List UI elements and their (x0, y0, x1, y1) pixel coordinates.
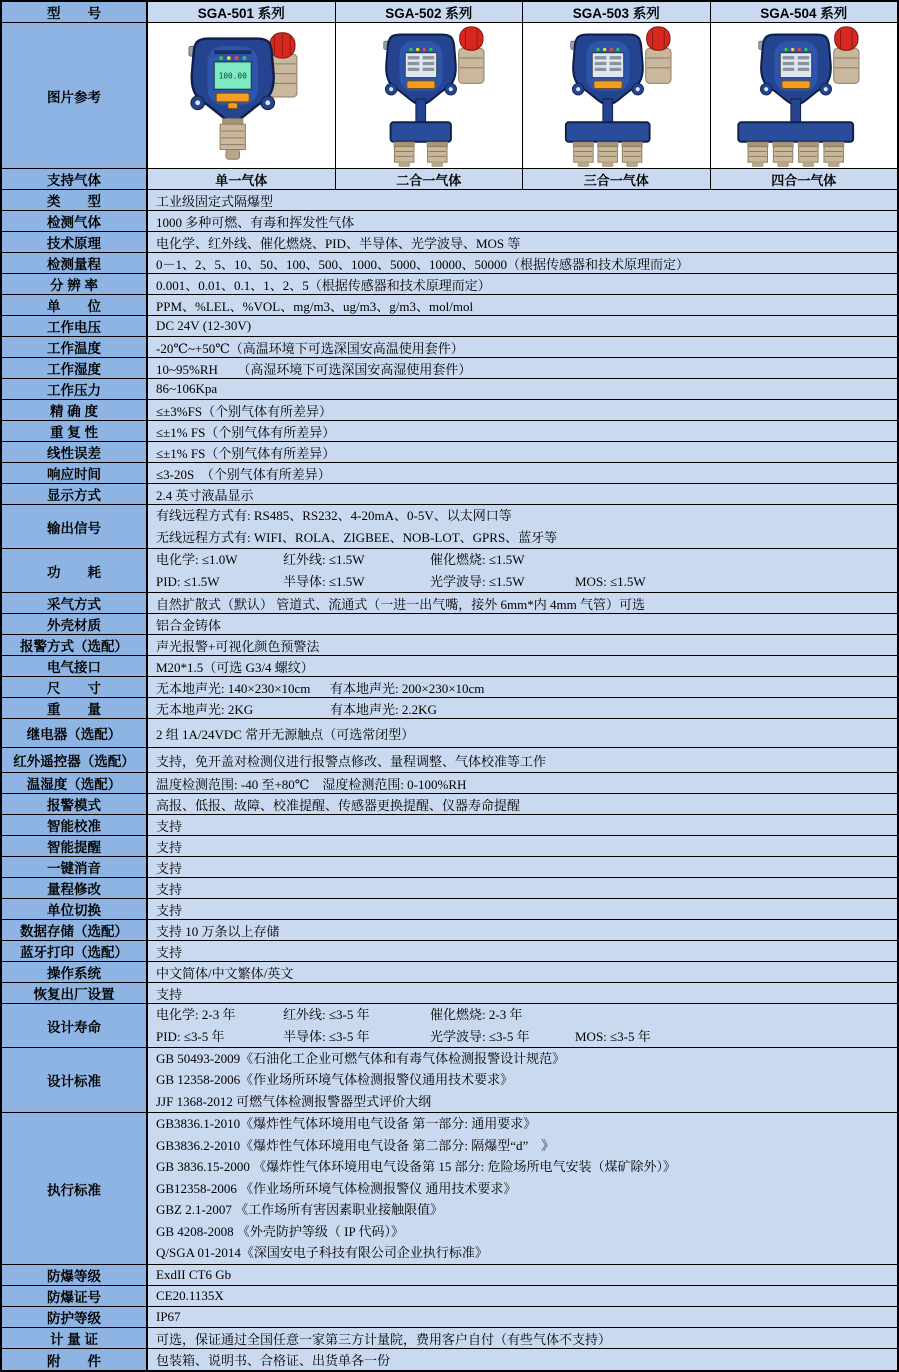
spec-row (2, 677, 897, 698)
spec-value-text: 支持 (156, 881, 183, 897)
spec-row (2, 719, 897, 748)
spec-value-text: ≤±3%FS（个别气体有所差异） (156, 403, 333, 419)
device-body (383, 34, 456, 104)
spec-value-segment: 光学波导: ≤1.5W (430, 573, 525, 589)
spec-value-line (148, 1026, 897, 1048)
alarm-beacon-icon (647, 26, 670, 49)
spec-value-line (148, 1004, 897, 1026)
spec-row-value (148, 1286, 897, 1306)
spec-row (2, 836, 897, 857)
spec-row-value (148, 1328, 897, 1348)
model-name-sga-502: SGA-502 系列 (336, 2, 524, 22)
spec-row (2, 698, 897, 719)
spec-row-value (148, 316, 897, 336)
spec-value-segment: 电化学: ≤1.0W (156, 552, 238, 567)
model-header-label: 型 号 (2, 2, 148, 22)
spec-value-text: CE20.1135X (156, 1288, 224, 1303)
spec-row (2, 748, 897, 773)
spec-row-label: 红外遥控器（选配） (2, 748, 148, 772)
spec-value-text: ExdII CT6 Gb (156, 1267, 232, 1282)
device-image-cell-2 (336, 23, 524, 168)
sensor-manifold (390, 122, 450, 141)
spec-value-line: GB 50493-2009《石油化工企业可燃气体和有毒气体检测报警设计规范》 (156, 1050, 566, 1066)
spec-row (2, 899, 897, 920)
spec-row-value (148, 484, 897, 504)
spec-value-segment: 电化学: 2-3 年 (156, 1007, 236, 1022)
image-row-cells (148, 23, 897, 168)
spec-row-label: 防爆等级 (2, 1265, 148, 1285)
spec-row-label: 操作系统 (2, 962, 148, 982)
device-image-sga-503 (525, 24, 707, 168)
product-image-row (2, 23, 897, 169)
spec-row-label: 一键消音 (2, 857, 148, 877)
spec-row (2, 232, 897, 253)
spec-row (2, 463, 897, 484)
spec-row-value (148, 941, 897, 961)
device-image-sga-504 (713, 24, 895, 168)
spec-row-label: 报警模式 (2, 794, 148, 814)
spec-row (2, 549, 897, 593)
model-header-cells (148, 2, 897, 22)
spec-row-value (148, 920, 897, 940)
spec-row-value (148, 211, 897, 231)
spec-row-value (148, 421, 897, 441)
spec-row-label: 响应时间 (2, 463, 148, 483)
spec-row-value (148, 1349, 897, 1370)
spec-value-text: 1000 多种可燃、有毒和挥发性气体 (156, 214, 355, 230)
spec-row-value (148, 878, 897, 898)
spec-row-label: 蓝牙打印（选配） (2, 941, 148, 961)
spec-row-value (148, 899, 897, 919)
spec-value-segment: PID: ≤3-5 年 (156, 1028, 225, 1044)
spec-value-line (148, 678, 897, 697)
spec-row-label: 显示方式 (2, 484, 148, 504)
spec-row-label: 单位切换 (2, 899, 148, 919)
spec-row-value (148, 794, 897, 814)
spec-row (2, 1349, 897, 1370)
spec-value-text: ≤3-20S （个别气体有所差异） (156, 466, 331, 482)
spec-row-value (148, 857, 897, 877)
spec-value-line: GB12358-2006 《作业场所环境气体检测报警仪 通用技术要求》 (156, 1180, 517, 1196)
device-image-cell-1 (148, 23, 336, 168)
spec-row-value (148, 656, 897, 676)
image-row-label: 图片参考 (2, 23, 148, 168)
spec-value-line (148, 549, 897, 571)
spec-row-label: 检测量程 (2, 253, 148, 273)
spec-row (2, 878, 897, 899)
spec-row-value (148, 400, 897, 420)
spec-value-segment: 红外线: ≤1.5W (283, 552, 365, 567)
spec-row (2, 253, 897, 274)
spec-value-line (148, 699, 897, 718)
spec-row-value (148, 614, 897, 634)
spec-row (2, 1265, 897, 1286)
spec-row (2, 295, 897, 316)
spec-value-line: Q/SGA 01-2014《深国安电子科技有限公司企业执行标准》 (156, 1245, 488, 1261)
spec-value-text: 2.4 英寸液晶显示 (156, 487, 254, 503)
spec-row-value (148, 232, 897, 252)
spec-row-label: 线性误差 (2, 442, 148, 462)
spec-row (2, 1286, 897, 1307)
spec-row (2, 941, 897, 962)
spec-row-value (148, 677, 897, 697)
spec-row (2, 1328, 897, 1349)
spec-row-label: 工作湿度 (2, 358, 148, 378)
gas-type-3: 三合一气体 (523, 169, 711, 189)
spec-row-label: 附 件 (2, 1349, 148, 1370)
spec-value-text: 中文简体/中文繁体/英文 (156, 965, 294, 981)
spec-value-text: M20*1.5（可选 G3/4 螺纹） (156, 659, 314, 675)
spec-value-text: 支持 (156, 818, 183, 834)
sensor-probes (573, 141, 643, 166)
spec-value-text: 温度检测范围: -40 至+80℃ 湿度检测范围: 0-100%RH (156, 776, 467, 792)
supported-gas-row (2, 169, 897, 190)
spec-row-label: 外壳材质 (2, 614, 148, 634)
spec-value-text: 支持 (156, 902, 183, 918)
model-header-row (2, 2, 897, 23)
spec-row-value (148, 962, 897, 982)
spec-value-text: ≤±1% FS（个别气体有所差异） (156, 445, 336, 461)
spec-row-value (148, 593, 897, 613)
spec-row-value (148, 748, 897, 772)
spec-row-label: 技术原理 (2, 232, 148, 252)
spec-value-line: JJF 1368-2012 可燃气体检测报警器型式评价大纲 (156, 1093, 432, 1109)
spec-row-label: 工作温度 (2, 337, 148, 357)
spec-value-text: 电化学、红外线、催化燃烧、PID、半导体、光学波导、MOS 等 (156, 235, 521, 251)
spec-row (2, 983, 897, 1004)
device-image-cell-3 (523, 23, 711, 168)
spec-value-line: GB 4208-2008 《外壳防护等级（ IP 代码）》 (156, 1223, 404, 1239)
spec-row (2, 442, 897, 463)
gas-row-label: 支持气体 (2, 169, 148, 189)
spec-row-label: 单 位 (2, 295, 148, 315)
spec-row-value (148, 379, 897, 399)
spec-row (2, 379, 897, 400)
spec-row-label: 类 型 (2, 190, 148, 210)
spec-row-label: 功 耗 (2, 549, 148, 592)
spec-row-label: 采气方式 (2, 593, 148, 613)
spec-value-segment: PID: ≤1.5W (156, 573, 220, 589)
spec-row (2, 211, 897, 232)
spec-row-value (148, 1004, 897, 1047)
spec-value-segment: 有本地声光: 200×230×10cm (330, 680, 485, 696)
spec-row (2, 358, 897, 379)
spec-row-label: 智能校准 (2, 815, 148, 835)
spec-row-value (148, 190, 897, 210)
spec-row (2, 656, 897, 677)
spec-row-value (148, 1265, 897, 1285)
spec-row-value (148, 815, 897, 835)
spec-row-label: 防护等级 (2, 1307, 148, 1327)
spec-row-value (148, 1048, 897, 1112)
spec-value-line: GB 3836.15-2000 《爆炸性气体环境用电气设备第 15 部分: 危险场所电气安装（煤矿除外）》 (156, 1159, 677, 1175)
spec-value-text: PPM、%LEL、%VOL、mg/m3、ug/m3、g/m3、mol/mol (156, 298, 474, 314)
screen-reading: 100.00 (218, 70, 248, 80)
spec-row (2, 635, 897, 656)
spec-value-segment: 半导体: ≤3-5 年 (283, 1028, 370, 1044)
spec-value-segment: 有本地声光: 2.2KG (330, 701, 437, 717)
spec-row-label: 工作压力 (2, 379, 148, 399)
spec-row (2, 274, 897, 295)
spec-row-value (148, 836, 897, 856)
gas-type-2: 二合一气体 (336, 169, 524, 189)
spec-value-text: 支持 (156, 860, 183, 876)
spec-row (2, 593, 897, 614)
gas-row-cells (148, 169, 897, 189)
spec-value-line (148, 571, 897, 593)
spec-row-label: 量程修改 (2, 878, 148, 898)
spec-value-text: 包装箱、说明书、合格证、出货单各一份 (156, 1353, 391, 1368)
spec-value-text: 0.001、0.01、0.1、1、2、5（根据传感器和技术原理而定） (156, 277, 491, 293)
spec-row-value (148, 358, 897, 378)
spec-row-label: 输出信号 (2, 505, 148, 548)
spec-row (2, 1307, 897, 1328)
spec-row-label: 计 量 证 (2, 1328, 148, 1348)
spec-row-value (148, 698, 897, 718)
spec-value-text: 工业级固定式隔爆型 (156, 193, 274, 209)
spec-row (2, 794, 897, 815)
device-image-sga-502 (338, 24, 520, 168)
spec-row (2, 316, 897, 337)
spec-row (2, 920, 897, 941)
spec-row (2, 815, 897, 836)
spec-row-value (148, 773, 897, 793)
spec-row-value (148, 983, 897, 1003)
spec-row-label: 继电器（选配） (2, 719, 148, 747)
spec-row (2, 190, 897, 211)
spec-value-text: 高报、低报、故障、校准提醒、传感器更换提醒、仪器寿命提醒 (156, 797, 521, 813)
sensor-probe (222, 118, 243, 124)
spec-row (2, 421, 897, 442)
gas-type-1: 单一气体 (148, 169, 336, 189)
spec-row-label: 精 确 度 (2, 400, 148, 420)
spec-value-line: GB3836.2-2010《爆炸性气体环境用电气设备 第二部分: 隔爆型“d” 》 (156, 1137, 555, 1153)
spec-row (2, 614, 897, 635)
spec-value-segment: MOS: ≤1.5W (575, 573, 646, 589)
spec-row (2, 337, 897, 358)
spec-row (2, 484, 897, 505)
spec-row (2, 1048, 897, 1113)
alarm-beacon-icon (834, 26, 857, 49)
spec-row (2, 773, 897, 794)
spec-value-text: IP67 (156, 1309, 181, 1324)
spec-value-text: 支持 (156, 986, 183, 1002)
sensor-probes (747, 141, 844, 166)
spec-row (2, 1004, 897, 1048)
alarm-beacon-icon (459, 26, 482, 49)
spec-value-text: 自然扩散式（默认） 管道式、流通式（一进一出气嘴，接外 6mm*内 4mm 气管）可选 (156, 596, 645, 612)
spec-value-text: 10~95%RH （高湿环境下可选深国安高湿使用套件） (156, 361, 472, 377)
model-name-sga-504: SGA-504 系列 (711, 2, 898, 22)
device-image-cell-4 (711, 23, 898, 168)
device-buttons (216, 93, 249, 102)
spec-row-value (148, 463, 897, 483)
spec-row-value (148, 442, 897, 462)
spec-value-line: 有线远程方式有: RS485、RS232、4-20mA、0-5V、以太网口等 (156, 508, 512, 523)
sensor-manifold (566, 122, 650, 141)
sensor-manifold (738, 122, 853, 141)
spec-row (2, 505, 897, 549)
spec-value-segment: 催化燃烧: ≤1.5W (430, 552, 525, 567)
spec-value-line: GB3836.1-2010《爆炸性气体环境用电气设备 第一部分: 通用要求》 (156, 1116, 537, 1132)
spec-value-text: 支持 10 万条以上存储 (156, 923, 280, 939)
spec-row-value (148, 295, 897, 315)
spec-value-text: DC 24V (12-30V) (156, 318, 252, 333)
spec-row-label: 工作电压 (2, 316, 148, 336)
spec-value-text: ≤±1% FS（个别气体有所差异） (156, 424, 336, 440)
spec-rows-container (2, 190, 897, 1370)
spec-row-label: 设计标准 (2, 1048, 148, 1112)
spec-value-segment: 光学波导: ≤3-5 年 (430, 1028, 530, 1044)
spec-row-label: 恢复出厂设置 (2, 983, 148, 1003)
spec-row-label: 防爆证号 (2, 1286, 148, 1306)
spec-row-value (148, 635, 897, 655)
spec-row-label: 尺 寸 (2, 677, 148, 697)
spec-row-label: 重 量 (2, 698, 148, 718)
spec-row-value (148, 719, 897, 747)
spec-row-value (148, 1113, 897, 1264)
device-image-sga-501 (150, 24, 332, 168)
spec-row-value (148, 337, 897, 357)
spec-row-label: 电气接口 (2, 656, 148, 676)
device-body (571, 34, 644, 104)
spec-value-segment: 无本地声光: 2KG (156, 701, 254, 717)
spec-value-text: 支持 (156, 839, 183, 855)
spec-row-label: 数据存储（选配） (2, 920, 148, 940)
spec-value-segment: 无本地声光: 140×230×10cm (156, 680, 311, 696)
spec-row-value (148, 549, 897, 592)
spec-row (2, 962, 897, 983)
spec-value-text: 可选，保证通过全国任意一家第三方计量院，费用客户自付（有些气体不支持） (156, 1331, 612, 1347)
spec-row-label: 执行标准 (2, 1113, 148, 1264)
device-body (758, 34, 831, 104)
spec-value-segment: MOS: ≤3-5 年 (575, 1028, 651, 1044)
spec-value-line: GB 12358-2006《作业场所环境气体检测报警仪通用技术要求》 (156, 1072, 514, 1088)
spec-row (2, 1113, 897, 1265)
spec-value-text: 支持，免开盖对检测仪进行报警点修改、量程调整、气体校准等工作 (156, 753, 547, 769)
spec-row-value (148, 505, 897, 548)
spec-value-segment: 红外线: ≤3-5 年 (283, 1007, 370, 1022)
model-name-sga-501: SGA-501 系列 (148, 2, 336, 22)
spec-value-text: 86~106Kpa (156, 381, 218, 396)
spec-value-text: 2 组 1A/24VDC 常开无源触点（可选常闭型） (156, 726, 415, 742)
sensor-probes (393, 141, 448, 166)
spec-row-label: 分 辨 率 (2, 274, 148, 294)
spec-row-label: 智能提醒 (2, 836, 148, 856)
spec-value-text: 声光报警+可视化颜色预警法 (156, 638, 320, 654)
gas-type-4: 四合一气体 (711, 169, 898, 189)
spec-row-label: 设计寿命 (2, 1004, 148, 1047)
spec-value-line: GBZ 2.1-2007 《工作场所有害因素职业接触限值》 (156, 1202, 444, 1218)
spec-row-value (148, 1307, 897, 1327)
spec-row-label: 重 复 性 (2, 421, 148, 441)
spec-value-segment: 催化燃烧: 2-3 年 (430, 1007, 523, 1022)
spec-row (2, 857, 897, 878)
spec-row-value (148, 253, 897, 273)
model-name-sga-503: SGA-503 系列 (523, 2, 711, 22)
spec-value-text: -20℃~+50℃（高温环境下可选深国安高温使用套件） (156, 340, 464, 356)
spec-value-text: 铝合金铸体 (156, 617, 222, 633)
spec-value-text: 支持 (156, 944, 183, 960)
spec-value-line: 无线远程方式有: WIFI、ROLA、ZIGBEE、NOB-LOT、GPRS、蓝牙等 (156, 529, 558, 545)
spec-row-value (148, 274, 897, 294)
spec-row-label: 检测气体 (2, 211, 148, 231)
spec-value-text: 0－1、2、5、10、50、100、500、1000、5000、10000、50000（根据传感器和技术原理而定） (156, 256, 690, 272)
spec-row-label: 报警方式（选配） (2, 635, 148, 655)
spec-value-segment: 半导体: ≤1.5W (283, 573, 365, 589)
spec-row (2, 400, 897, 421)
spec-row-label: 温湿度（选配） (2, 773, 148, 793)
